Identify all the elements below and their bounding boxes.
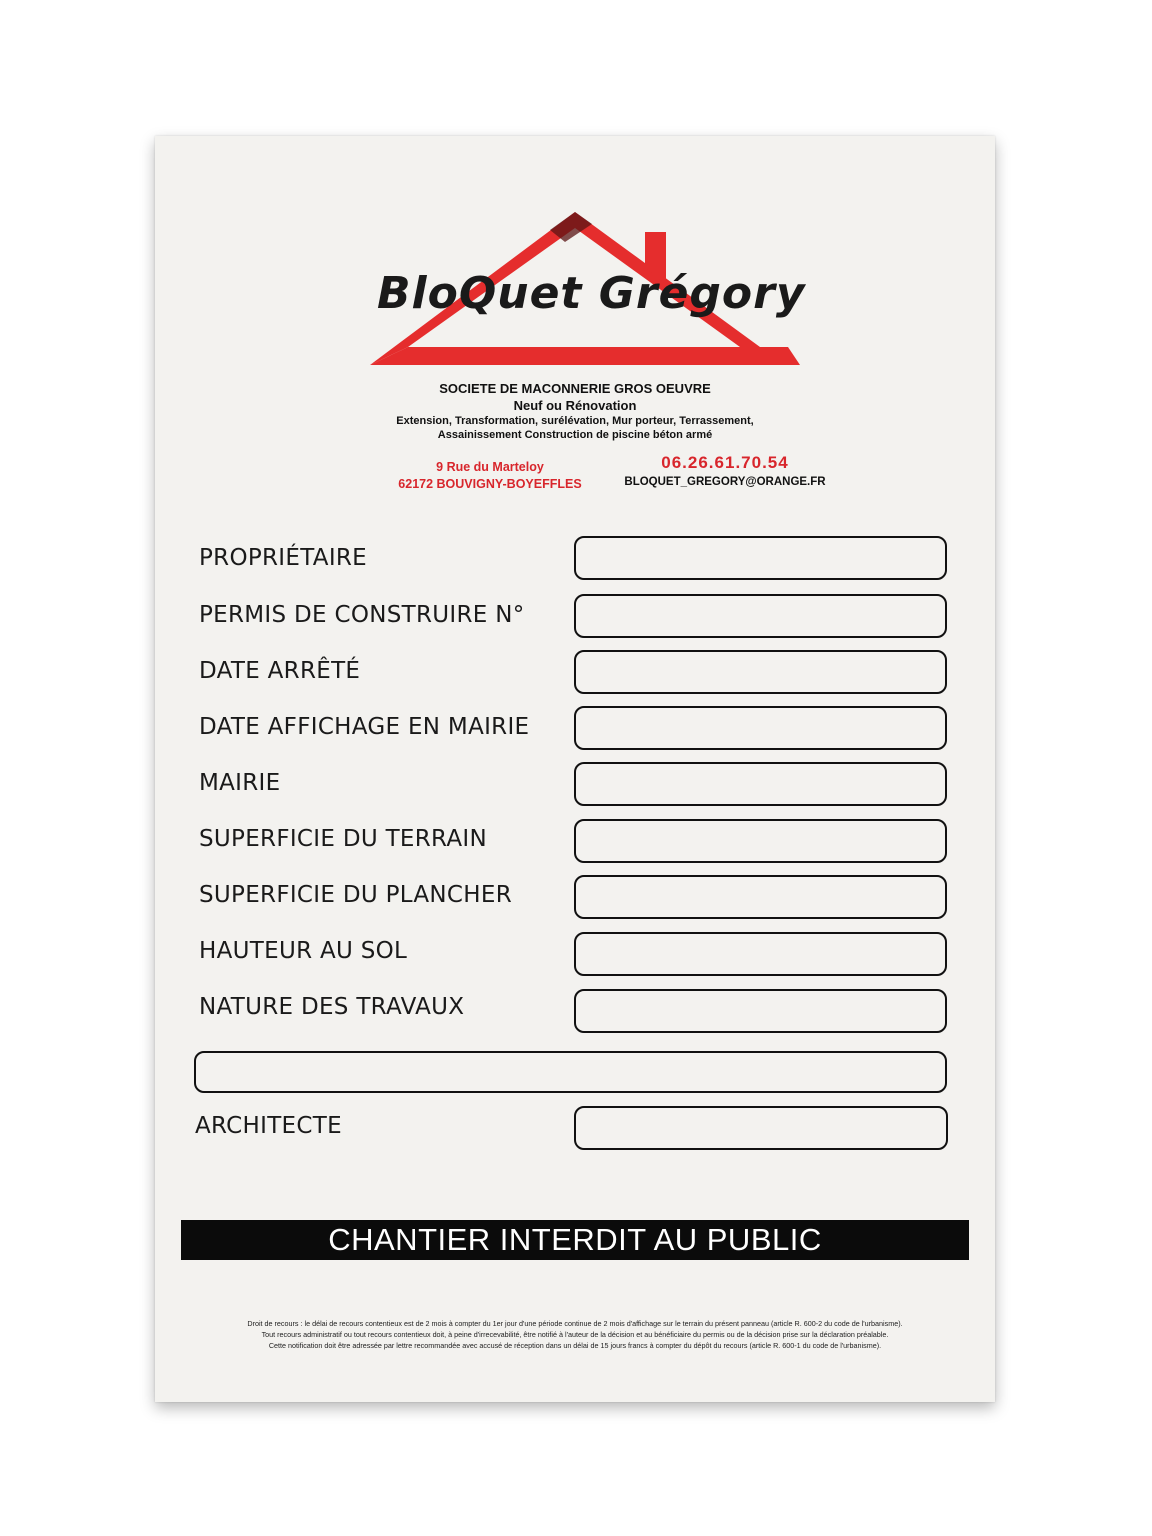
- field-superficie-terrain[interactable]: [574, 819, 947, 863]
- field-mairie[interactable]: [574, 762, 947, 806]
- company-services-1: Extension, Transformation, surélévation, Mur porteur, Terrassement,: [396, 415, 754, 427]
- label-mairie: MAIRIE: [199, 770, 281, 796]
- label-date-affichage: DATE AFFICHAGE EN MAIRIE: [199, 714, 530, 740]
- company-phone: 06.26.61.70.54: [661, 453, 789, 472]
- company-address: [360, 459, 620, 493]
- construction-permit-panel: [155, 136, 995, 1402]
- field-architecte[interactable]: [574, 1106, 948, 1150]
- field-nature-travaux[interactable]: [574, 989, 947, 1033]
- field-superficie-plancher[interactable]: [574, 875, 947, 919]
- field-proprietaire[interactable]: [574, 536, 947, 580]
- label-permis: PERMIS DE CONSTRUIRE N°: [199, 602, 525, 628]
- address-street: 9 Rue du Marteloy: [436, 460, 544, 474]
- label-superficie-plancher: SUPERFICIE DU PLANCHER: [199, 882, 512, 908]
- legal-line-3: Cette notification doit être adressée par lettre recommandée avec accusé de réception dans un délai de 15 jours francs à compter du dépôt du recours (article R. 600-1 du code de l'urbanisme).: [268, 1341, 882, 1350]
- field-permis[interactable]: [574, 594, 947, 638]
- field-date-affichage[interactable]: [574, 706, 947, 750]
- field-date-arrete[interactable]: [574, 650, 947, 694]
- company-activity: SOCIETE DE MACONNERIE GROS OEUVRE: [439, 381, 711, 396]
- legal-line-2: Tout recours administratif ou tout recours contentieux doit, à peine d'irrecevabilité, être notifié à l'auteur de la décision et au bénéficiaire du permis ou de la décision prise sur la déclaration préalable.: [261, 1330, 889, 1339]
- label-architecte: ARCHITECTE: [195, 1113, 342, 1139]
- field-description-wide[interactable]: [194, 1051, 947, 1093]
- company-tagline: Neuf ou Rénovation: [513, 398, 637, 413]
- legal-notice: [181, 1318, 969, 1351]
- legal-line-1: Droit de recours : le délai de recours contentieux est de 2 mois à compter du 1er jour d'une période continue de 2 mois d'affichage sur le terrain du présent panneau (article R. 600-2 du code de l'urbanisme).: [247, 1319, 903, 1328]
- roof-base-bar: [370, 347, 800, 365]
- warning-banner: CHANTIER INTERDIT AU PUBLIC: [181, 1220, 969, 1260]
- logo-wordmark: BloQuet Grégory: [377, 268, 806, 319]
- label-superficie-terrain: SUPERFICIE DU TERRAIN: [199, 826, 488, 852]
- label-date-arrete: DATE ARRÊTÉ: [199, 658, 361, 684]
- label-nature-travaux: NATURE DES TRAVAUX: [199, 994, 465, 1020]
- company-email: BLOQUET_GREGORY@ORANGE.FR: [624, 476, 826, 488]
- company-description: [335, 380, 815, 442]
- address-city: 62172 BOUVIGNY-BOYEFFLES: [398, 477, 582, 491]
- label-hauteur-sol: HAUTEUR AU SOL: [199, 938, 408, 964]
- company-services-2: Assainissement Construction de piscine béton armé: [437, 429, 713, 441]
- label-proprietaire: PROPRIÉTAIRE: [199, 545, 368, 571]
- field-hauteur-sol[interactable]: [574, 932, 947, 976]
